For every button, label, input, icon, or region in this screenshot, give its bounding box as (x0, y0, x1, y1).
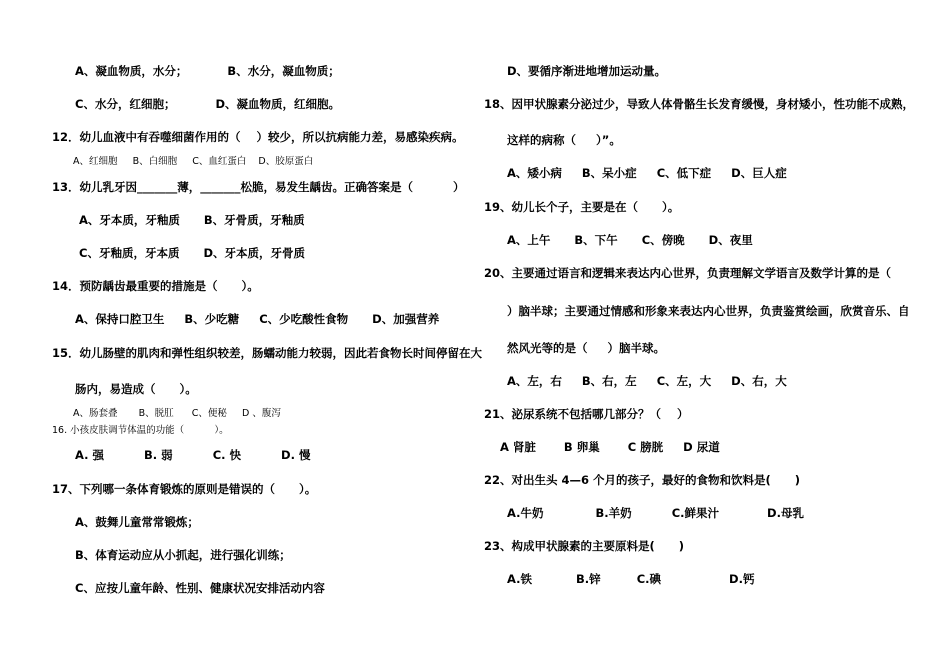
q17-option-c: C、应按儿童年龄、性别、健康状况安排活动内容 (75, 581, 325, 595)
q11-options-ab: A、凝血物质，水分； B、水分，凝血物质； (75, 64, 340, 78)
q11-options-cd: C、水分，红细胞； D、凝血物质，红细胞。 (75, 97, 341, 111)
q22-options: A.牛奶 B.羊奶 C.鲜果汁 D.母乳 (507, 506, 804, 520)
q17-option-a: A、鼓舞儿童常常锻炼； (75, 515, 199, 529)
q15-question-line2: 肠内，易造成（ ）。 (75, 382, 197, 396)
q18-question-line2: 这样的病称（ ）”。 (507, 133, 621, 147)
q14-question: 14．预防龋齿最重要的措施是（ ）。 (52, 279, 259, 293)
q13-options-ab: A、牙本质，牙釉质 B、牙骨质，牙釉质 (79, 213, 305, 227)
q23-options: A.铁 B.锌 C.碘 D.钙 (507, 572, 755, 586)
q18-options: A、矮小病 B、呆小症 C、低下症 D、巨人症 (507, 166, 787, 180)
q20-question-line2: ）脑半球；主要通过情感和形象来表达内心世界，负责鉴赏绘画，欣赏音乐、自 (507, 304, 910, 318)
q12-question: 12．幼儿血液中有吞噬细菌作用的（ ）较少，所以抗病能力差，易感染疾病。 (52, 130, 464, 144)
q19-question: 19、幼儿长个子，主要是在（ ）。 (484, 200, 680, 214)
q17-question: 17、下列哪一条体育锻炼的原则是错误的（ ）。 (52, 482, 317, 496)
q13-question: 13．幼儿乳牙因_______薄，_______松脆，易发生龋齿。正确答案是（ ） (52, 180, 465, 194)
q16-question: 16. 小孩皮肤调节体温的功能（ ）。 (52, 425, 229, 436)
q12-options: A、红细胞 B、白细胞 C、血红蛋白 D、胶原蛋白 (73, 156, 314, 167)
q21-options: A 肾脏 B 卵巢 C 膀胱 D 尿道 (500, 440, 720, 454)
q19-options: A、上午 B、下午 C、傍晚 D、夜里 (507, 233, 753, 247)
q17-option-d: D、要循序渐进地增加运动量。 (507, 64, 667, 78)
q13-options-cd: C、牙釉质，牙本质 D、牙本质，牙骨质 (79, 246, 306, 260)
q17-option-b: B、体育运动应从小抓起，进行强化训练； (75, 548, 291, 562)
q14-options: A、保持口腔卫生 B、少吃糖 C、少吃酸性食物 D、加强营养 (75, 312, 440, 326)
q16-options: A. 强 B. 弱 C. 快 D. 慢 (75, 448, 311, 462)
q20-question-line1: 20、主要通过语言和逻辑来表达内心世界，负责理解文学语言及数学计算的是（ (484, 266, 891, 280)
q20-question-line3: 然风光等的是（ ）脑半球。 (507, 341, 666, 355)
q20-options: A、左，右 B、右，左 C、左，大 D、右，大 (507, 374, 787, 388)
q15-options: A、肠套叠 B、脱肛 C、便秘 D 、腹泻 (73, 408, 281, 419)
q18-question-line1: 18、因甲状腺素分泌过少，导致人体骨骼生长发育缓慢，身材矮小，性功能不成熟， (484, 97, 914, 111)
q23-question: 23、构成甲状腺素的主要原料是( ) (484, 539, 685, 553)
q15-question-line1: 15．幼儿肠壁的肌肉和弹性组织较差，肠蠕动能力较弱，因此若食物长时间停留在大 (52, 346, 482, 360)
q21-question: 21、泌尿系统不包括哪几部分？（ ） (484, 407, 689, 421)
q22-question: 22、对出生头 4—6 个月的孩子，最好的食物和饮料是( ) (484, 473, 801, 487)
